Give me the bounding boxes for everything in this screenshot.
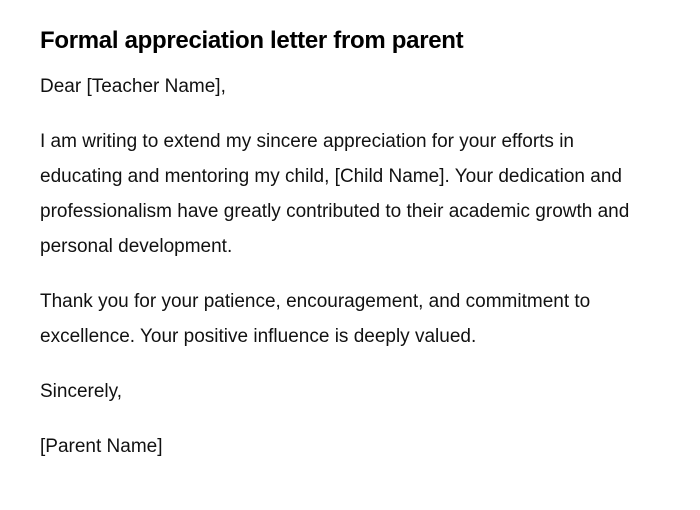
letter-body-paragraph-2: Thank you for your patience, encouragement, and commitment to excellence. Your positive influence is deeply valued.	[40, 291, 591, 347]
letter-signature: [Parent Name]	[40, 436, 163, 457]
letter-salutation: Dear [Teacher Name],	[40, 76, 226, 97]
letter-body-paragraph-1: I am writing to extend my sincere appreciation for your efforts in educating and mentoring my child, [Child Name]. Your dedication and professionalism have greatly contributed to their academic growth and personal development.	[40, 131, 630, 257]
letter-title: Formal appreciation letter from parent	[40, 27, 464, 54]
letter-closing: Sincerely,	[40, 381, 123, 402]
letter-document	[40, 24, 660, 464]
